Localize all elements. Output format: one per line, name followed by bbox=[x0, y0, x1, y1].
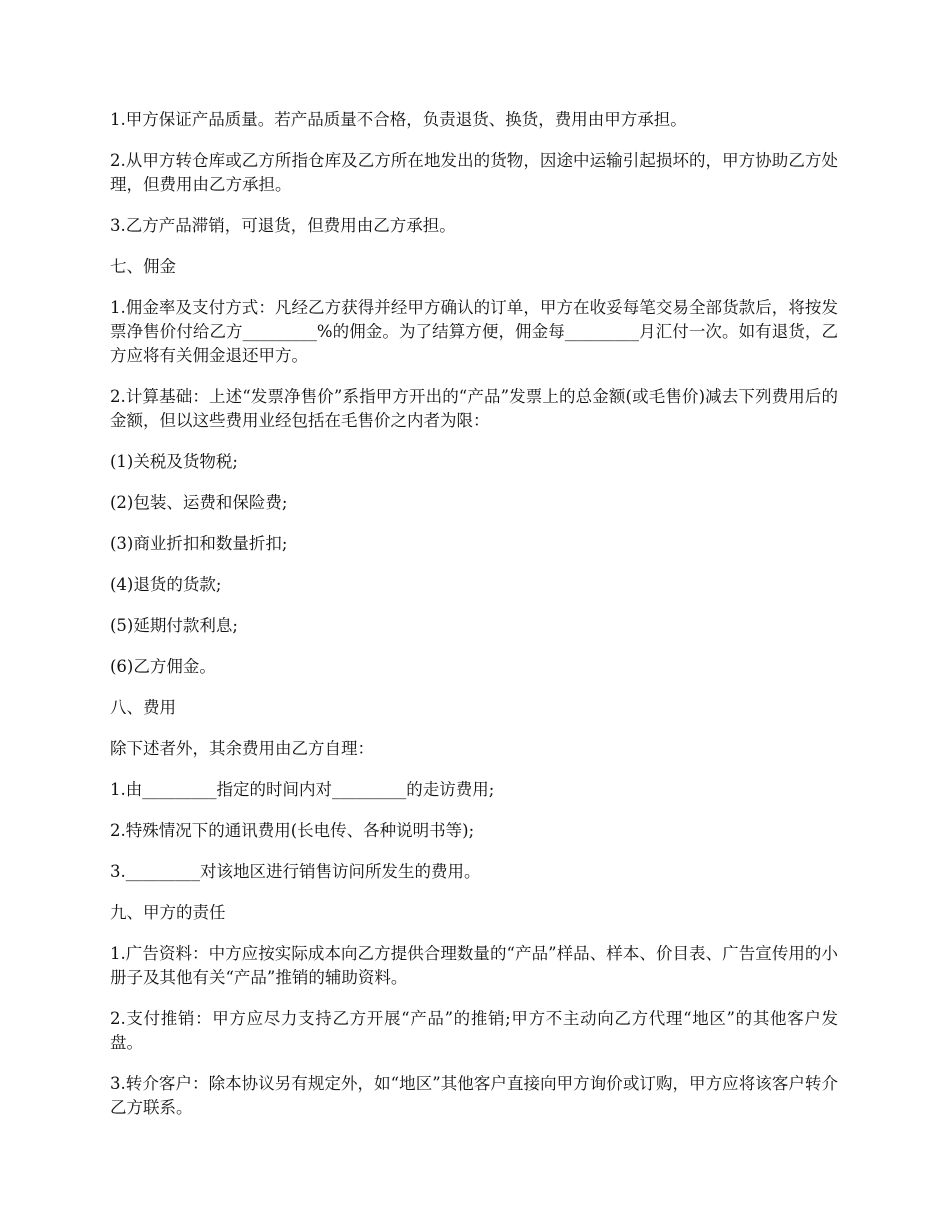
paragraph-advertising-materials: 1.广告资料：中方应按实际成本向乙方提供合理数量的“产品”样品、样本、价目表、广告宣传用的小册子及其他有关“产品”推销的辅助资料。 bbox=[110, 944, 838, 987]
paragraph-transport-damage: 2.从甲方转仓库或乙方所指仓库及乙方所在地发出的货物，因途中运输引起损坏的，甲方协助乙方处理，但费用由乙方承担。 bbox=[110, 151, 838, 194]
paragraph-customer-referral: 3.转介客户：除本协议另有规定外，如“地区”其他客户直接向甲方询价或订购，甲方应将该客户转介乙方联系。 bbox=[110, 1074, 838, 1117]
list-item-agent-commission: (6)乙方佣金。 bbox=[110, 657, 216, 676]
list-item-discounts: (3)商业折扣和数量折扣; bbox=[110, 534, 288, 553]
paragraph-sales-support: 2.支付推销：甲方应尽力支持乙方开展“产品”的推销;甲方不主动向乙方代理“地区”的其他客户发盘。 bbox=[110, 1009, 838, 1052]
list-item-packaging-shipping: (2)包装、运费和保险费; bbox=[110, 493, 288, 512]
list-item-sales-visit-expenses: 3._________对该地区进行销售访问所发生的费用。 bbox=[110, 862, 481, 881]
paragraph-quality-guarantee: 1.甲方保证产品质量。若产品质量不合格，负责退货、换货，费用由甲方承担。 bbox=[110, 110, 687, 129]
section-heading-commission: 七、佣金 bbox=[110, 257, 176, 276]
list-item-late-payment-interest: (5)延期付款利息; bbox=[110, 616, 238, 635]
list-item-customs-tax: (1)关税及货物税; bbox=[110, 452, 238, 471]
paragraph-commission-rate: 1.佣金率及支付方式：凡经乙方获得并经甲方确认的订单，甲方在收妥每笔交易全部货款后，将按发票净售价付给乙方_________%的佣金。为了结算方便，佣金每_________月汇付一次。如有退货，乙方应将有关佣金退还甲方。 bbox=[110, 298, 838, 365]
section-heading-party-a-duties: 九、甲方的责任 bbox=[110, 903, 226, 922]
paragraph-expenses-intro: 除下述者外，其余费用由乙方自理： bbox=[110, 739, 374, 758]
paragraph-calculation-basis: 2.计算基础：上述“发票净售价”系指甲方开出的“产品”发票上的总金额(或毛售价)减去下列费用后的金额，但以这些费用业经包括在毛售价之内者为限： bbox=[110, 387, 838, 430]
section-heading-expenses: 八、费用 bbox=[110, 698, 176, 717]
list-item-visit-expenses: 1.由_________指定的时间内对_________的走访费用; bbox=[110, 780, 495, 799]
paragraph-unsold-returns: 3.乙方产品滞销，可退货，但费用由乙方承担。 bbox=[110, 216, 456, 235]
document-page bbox=[110, 108, 838, 1137]
list-item-communication-expenses: 2.特殊情况下的通讯费用(长电传、各种说明书等); bbox=[110, 821, 475, 840]
list-item-returned-goods: (4)退货的货款; bbox=[110, 575, 222, 594]
